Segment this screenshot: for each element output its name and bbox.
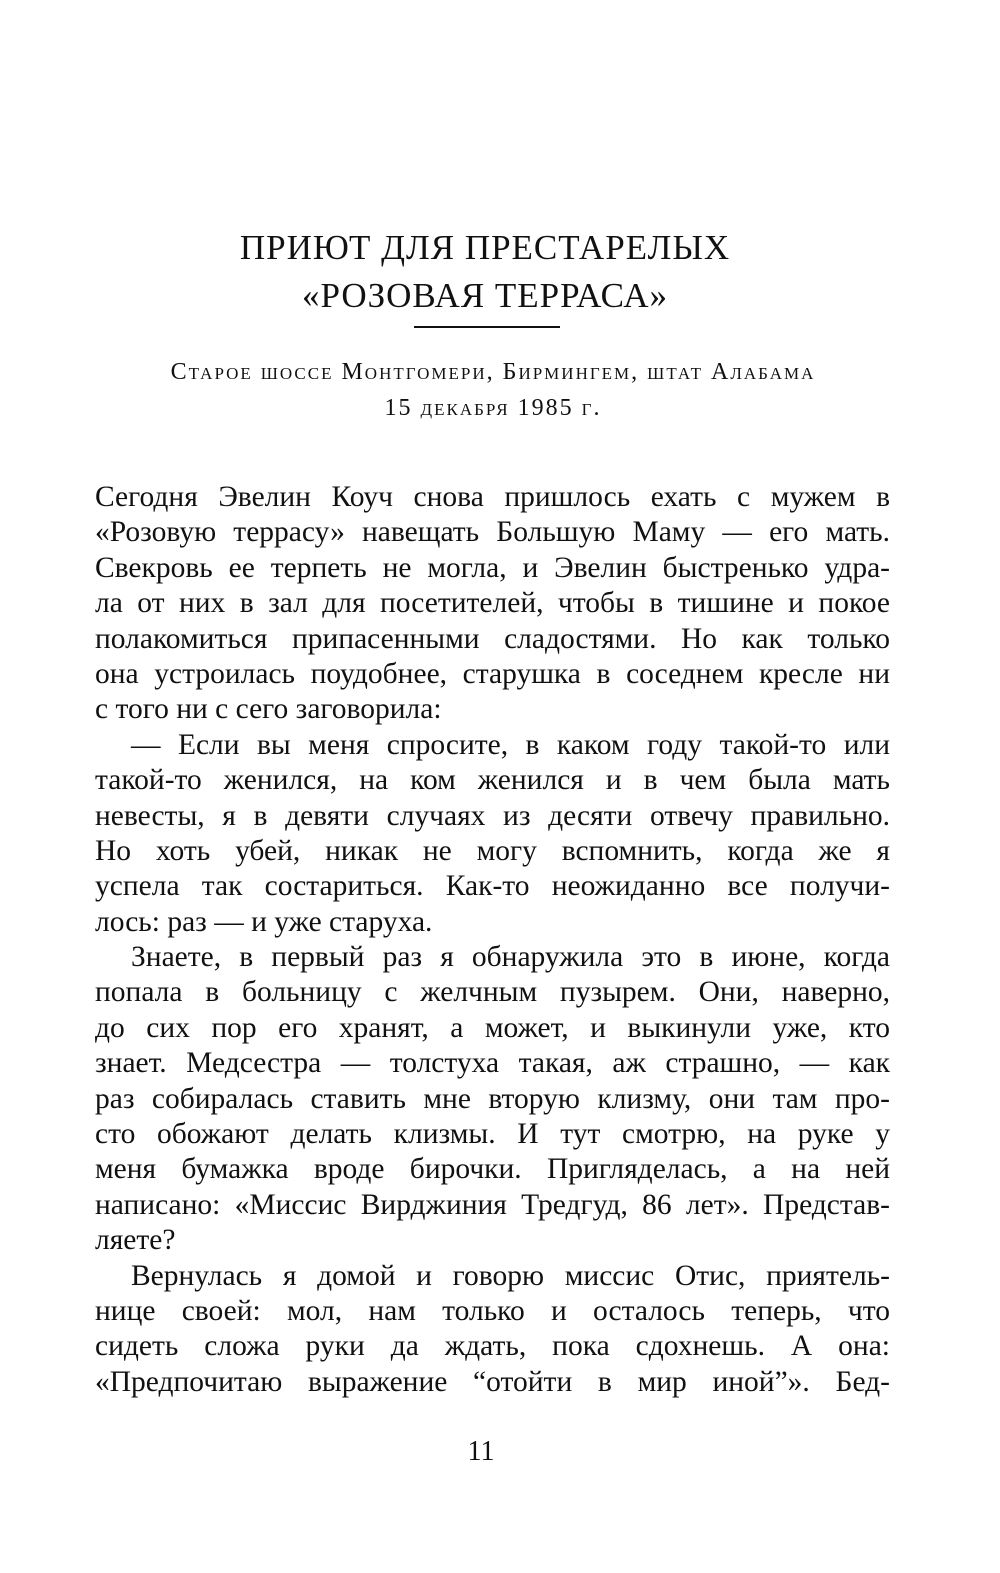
- text-line: до сих пор его хранят, а может, и выкинули уже, кто: [95, 1011, 890, 1044]
- text-line: «Предпочитаю выражение “отойти в мир иной”». Бед-: [95, 1365, 890, 1398]
- text-line: Свекровь ее терпеть не могла, и Эвелин быстренько удра-: [95, 551, 890, 584]
- text-line: Но хоть убей, никак не могу вспомнить, когда же я: [95, 834, 890, 867]
- text-line: успела так состариться. Как-то неожиданно все получи-: [95, 870, 890, 903]
- title-divider: [414, 326, 560, 328]
- text-line: с того ни с сего заговорила:: [95, 693, 442, 726]
- text-line: такой-то женился, на ком женился и в чем была мать: [95, 764, 890, 797]
- text-line: лось: раз — и уже старуха.: [95, 905, 433, 938]
- text-line: она устроилась поудобнее, старушка в соседнем кресле ни: [95, 657, 890, 690]
- text-line: попала в больницу с желчным пузырем. Они, наверно,: [95, 976, 890, 1009]
- text-line: ляете?: [95, 1224, 176, 1257]
- date-line: 15 декабря 1985 г.: [384, 395, 602, 421]
- page-number: 11: [467, 1436, 495, 1467]
- text-line: полакомиться припасенными сладостями. Но как только: [95, 622, 890, 655]
- location-line: Старое шоссе Монтгомери, Бирмингем, штат Алабама: [170, 359, 816, 385]
- text-line: Знаете, в первый раз я обнаружила это в июне, когда: [131, 941, 890, 974]
- text-line: «Розовую террасу» навещать Большую Маму — его мать.: [95, 516, 890, 549]
- text-line: сидеть сложа руки да ждать, пока сдохнешь. А она:: [95, 1330, 890, 1363]
- text-line: написано: «Миссис Вирджиния Тредгуд, 86 лет». Представ-: [95, 1188, 890, 1221]
- chapter-title: [0, 224, 970, 320]
- chapter-dateline: [0, 354, 986, 426]
- text-line: невесты, я в девяти случаях из десяти отвечу правильно.: [95, 799, 890, 832]
- body-text: [95, 480, 890, 1400]
- chapter-title-line-2: «РОЗОВАЯ ТЕРРАСА»: [301, 276, 669, 315]
- text-line: Вернулась я домой и говорю миссис Отис, приятель-: [131, 1259, 890, 1292]
- text-line: ла от них в зал для посетителей, чтобы в тишине и покое: [95, 587, 890, 620]
- text-line: знает. Медсестра — толстуха такая, аж страшно, — как: [95, 1047, 890, 1080]
- text-line: — Если вы меня спросите, в каком году такой-то или: [131, 728, 890, 761]
- chapter-title-line-1: ПРИЮТ ДЛЯ ПРЕСТАРЕЛЫХ: [239, 228, 731, 267]
- text-line: нице своей: мол, нам только и осталось теперь, что: [95, 1294, 890, 1327]
- text-line: сто обожают делать клизмы. И тут смотрю, на руке у: [95, 1118, 890, 1151]
- text-line: раз собиралась ставить мне вторую клизму, они там про-: [95, 1082, 890, 1115]
- text-line: меня бумажка вроде бирочки. Пригляделась, а на ней: [95, 1153, 890, 1186]
- text-line: Сегодня Эвелин Коуч снова пришлось ехать с мужем в: [95, 481, 890, 513]
